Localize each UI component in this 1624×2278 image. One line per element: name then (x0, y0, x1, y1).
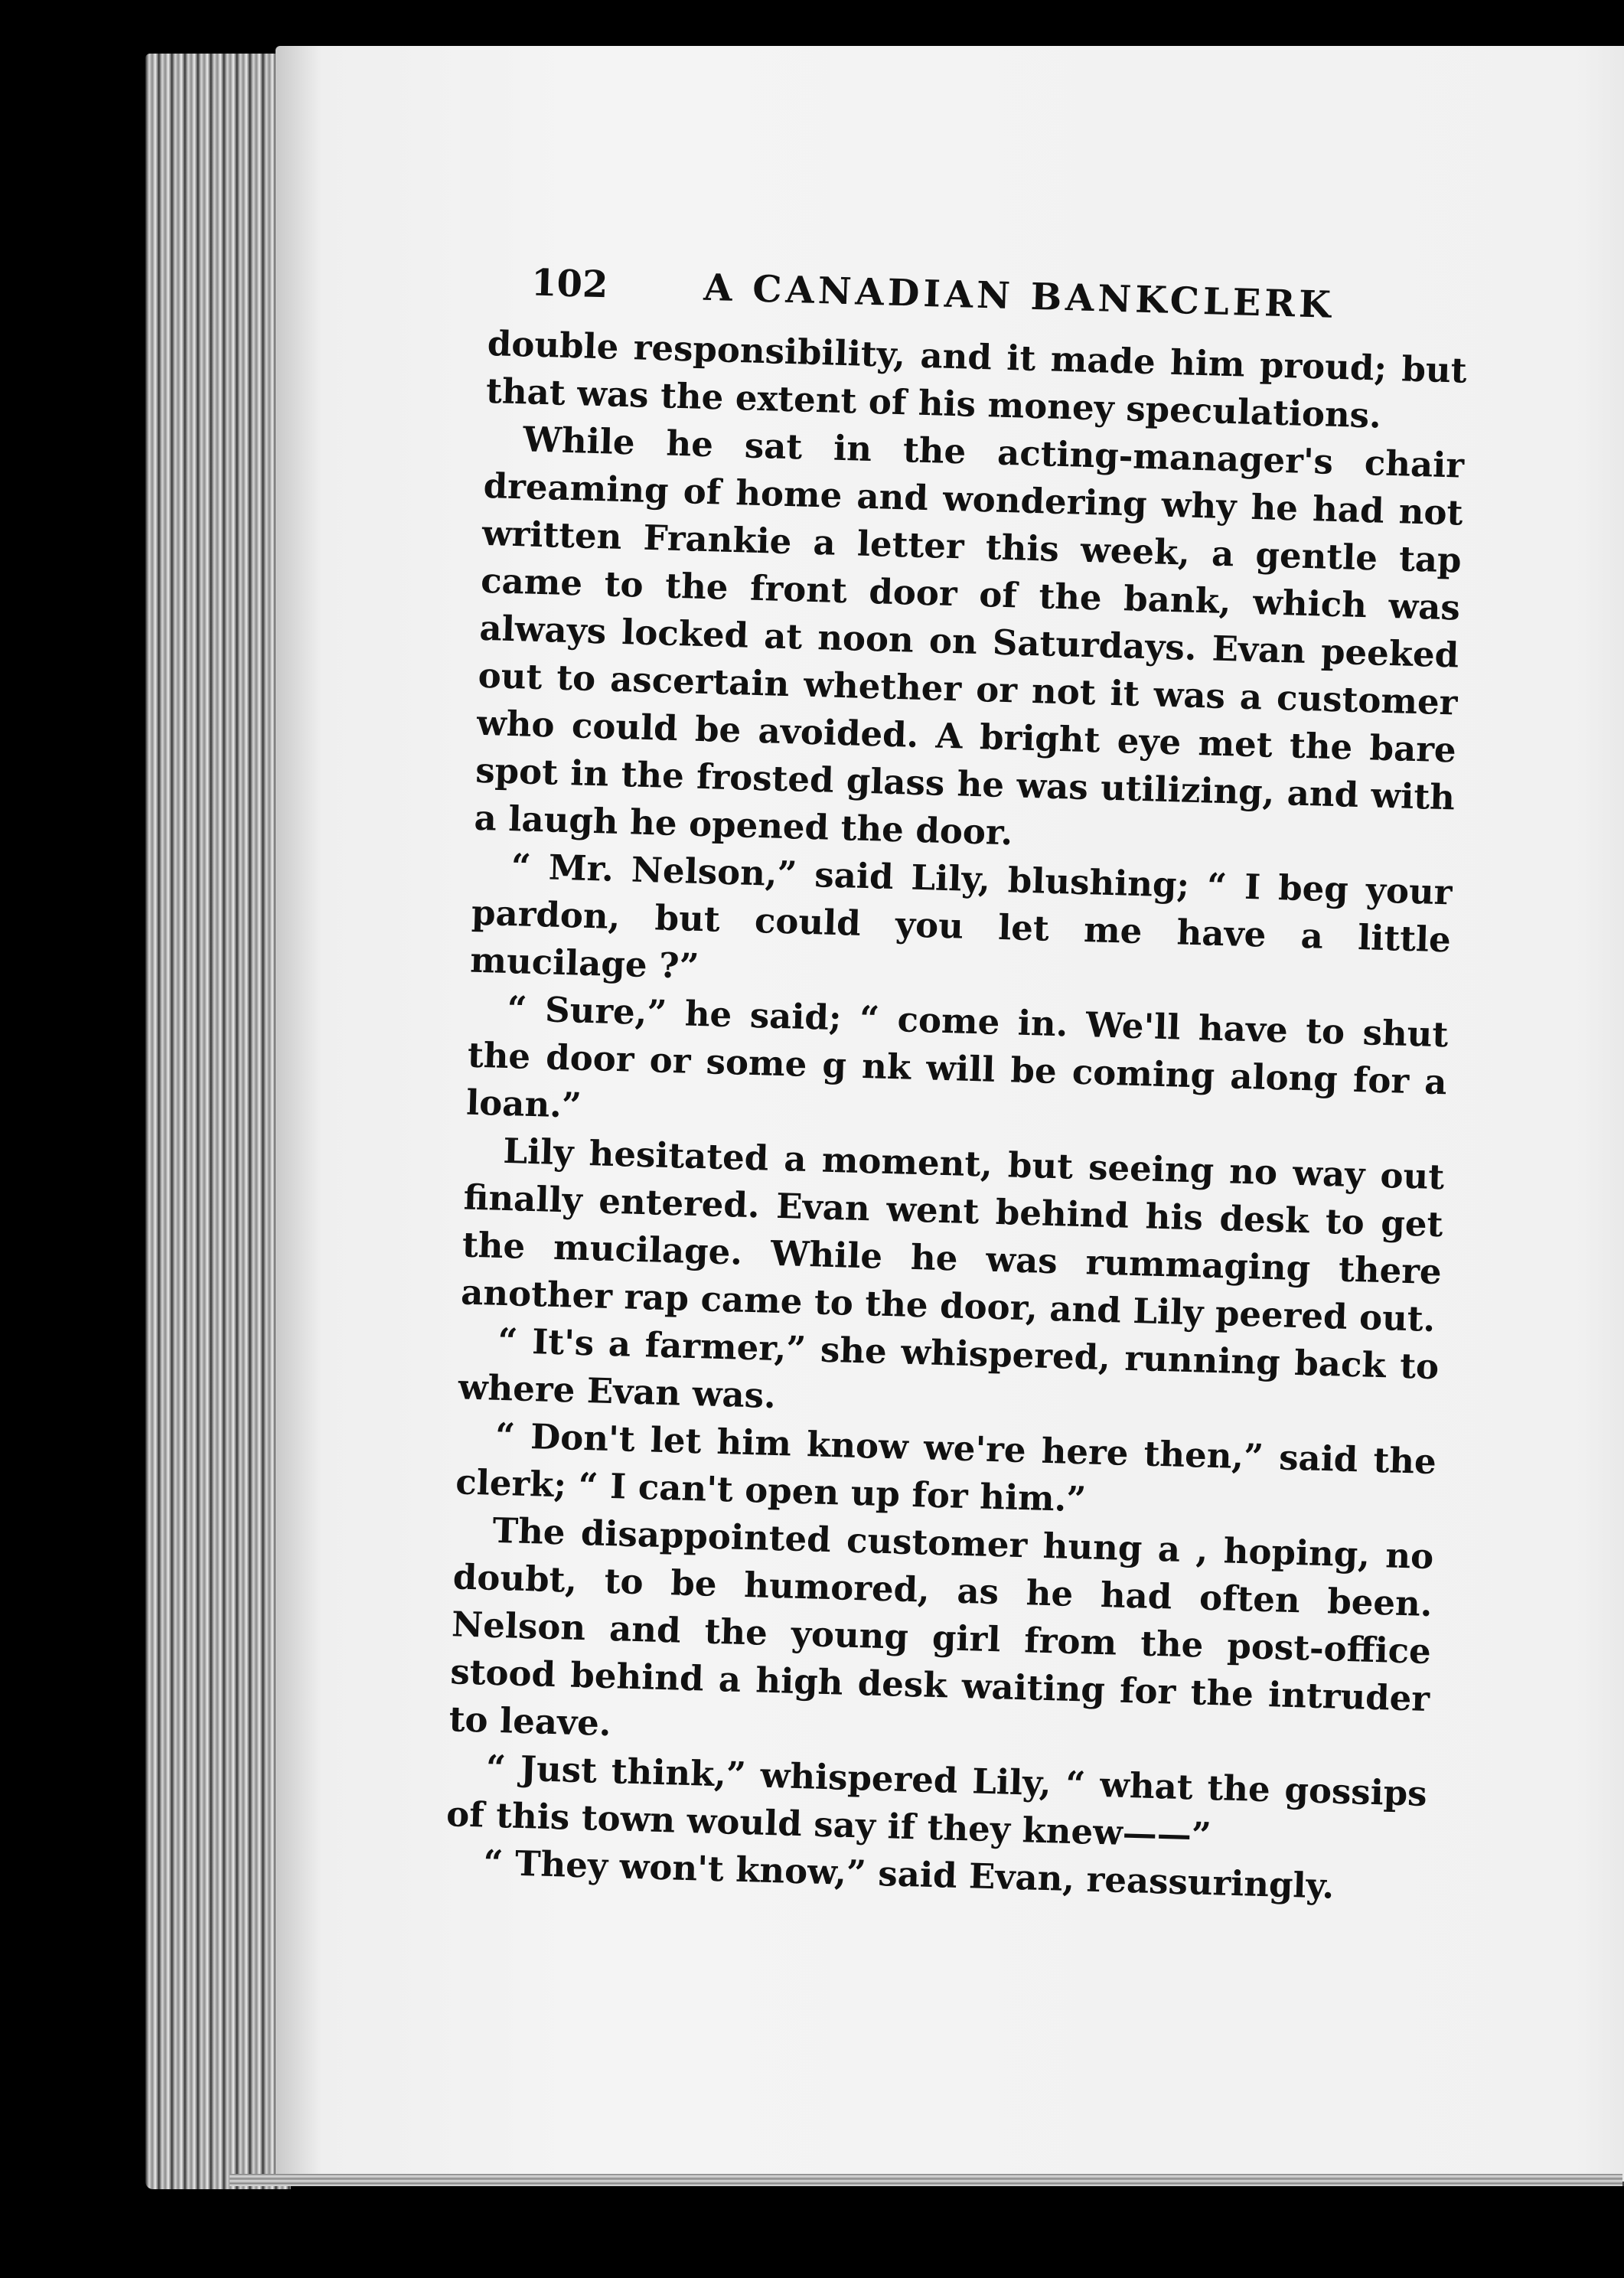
paragraph: “ Sure,” he said; “ come in. We'll have to shut the door or some g nk will be coming along for a loan.” (465, 988, 1449, 1126)
paragraph: “ Mr. Nelson,” said Lily, blushing; “ I beg your pardon, but could you let me have a little mucilage ?” (469, 846, 1453, 987)
paragraph: double responsibility, and it made him proud; but that was the extent of his money speculations. (485, 322, 1468, 436)
book-page-edges (145, 54, 291, 2189)
paragraph: “ Don't let him know we're here then,” said the clerk; “ I can't open up for him.” (455, 1415, 1437, 1520)
paragraph: While he sat in the acting-manager's chair dreaming of home and wondering why he had not written Frankie a letter this week, a gentle tap came to the front door of the bank, which was always locked at noon on Saturdays. Evan peeked out to ascertain whether or not it was a customer who could be avoided. A bright eye met the bare spot in the frosted glass he was utilizing, and with a laugh he opened the door. (473, 419, 1465, 853)
paragraph: “ They won't know,” said Evan, reassuringly. (482, 1842, 1335, 1907)
paragraph: The disappointed customer hung a , hoping, no doubt, to be humored, as he had often been. Nelson and the young girl from the post-office stood behind a high desk waiting for the intruder to leave. (448, 1509, 1434, 1744)
book-title: A CANADIAN BANKCLERK (703, 266, 1335, 327)
page-number: 102 (530, 261, 609, 307)
page-text-block (445, 260, 1485, 1913)
paragraph: Lily hesitated a moment, but seeing no way out finally entered. Evan went behind his desk to get the mucilage. While he was rummaging there another rap came to the door, and Lily peered out. (460, 1130, 1445, 1340)
book-bottom-edge (230, 2174, 1622, 2186)
paragraph: “ It's a farmer,” she whispered, running back to where Evan was. (458, 1320, 1440, 1417)
paragraph: “ Just think,” whispered Lily, “ what the gossips of this town would say if they knew——” (445, 1747, 1428, 1856)
